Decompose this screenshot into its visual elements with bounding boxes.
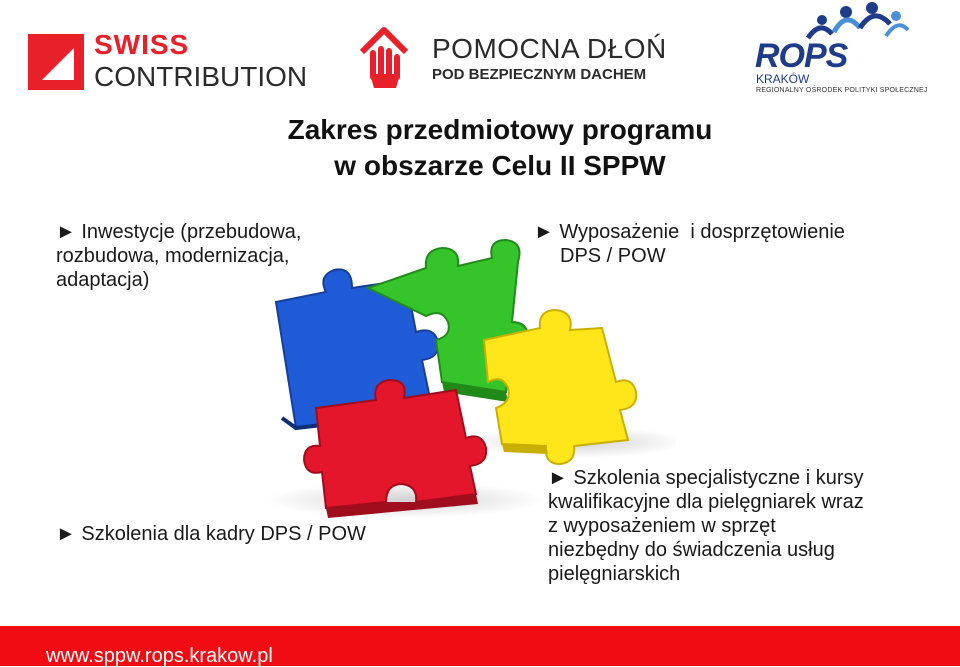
swiss-logo-line1: SWISS	[94, 29, 190, 60]
slide-title	[240, 112, 760, 184]
bullet-text-line: Wyposażenie i dosprzętowienie	[559, 221, 845, 243]
bullet-staff-training	[56, 522, 476, 546]
bullet-text-line: rozbudowa, modernizacja,	[56, 245, 290, 267]
bullet-investments	[56, 220, 386, 292]
bullet-text-line: niezbędny do świadczenia usług	[548, 539, 835, 561]
bullet-text-line: z wyposażeniem w sprzęt	[548, 515, 776, 537]
bullet-text-line: Szkolenia specjalistyczne i kursy	[573, 467, 864, 489]
bullet-text-line: Inwestycje (przebudowa,	[81, 221, 302, 243]
bullet-equipment	[534, 220, 934, 268]
bullet-text-line: kwalifikacyjne dla pielęgniarek wraz	[548, 491, 864, 513]
bullet-marker: ►	[56, 221, 76, 243]
bullet-marker: ►	[534, 221, 554, 243]
rops-logo-word: ROPS	[755, 37, 848, 75]
bullet-marker: ►	[548, 467, 568, 489]
bullet-text-line: pielęgniarskich	[548, 563, 681, 585]
hand-house-icon	[356, 24, 412, 92]
rops-logo-fullname: REGIONALNY OŚRODEK POLITYKI SPOŁECZNEJ	[756, 87, 928, 94]
bullet-specialist-training	[548, 466, 948, 586]
slide-title-line2: w obszarze Celu II SPPW	[334, 150, 666, 181]
swiss-logo-line2: CONTRIBUTION	[94, 61, 308, 92]
bullet-text-line: Szkolenia dla kadry DPS / POW	[81, 523, 366, 545]
pomocna-logo-line2: POD BEZPIECZNYM DACHEM	[432, 66, 647, 83]
slide-title-line1: Zakres przedmiotowy programu	[287, 114, 713, 145]
rops-logo-city: KRAKÓW	[756, 72, 810, 86]
bullet-marker: ►	[56, 523, 76, 545]
footer-url-link[interactable]: www.sppw.rops.krakow.pl	[46, 645, 273, 667]
pomocna-logo-line1: POMOCNA DŁOŃ	[432, 33, 667, 64]
bullet-text-line: adaptacja)	[56, 269, 150, 291]
bullet-text-line: DPS / POW	[560, 245, 666, 267]
swiss-flag-icon	[28, 34, 84, 90]
